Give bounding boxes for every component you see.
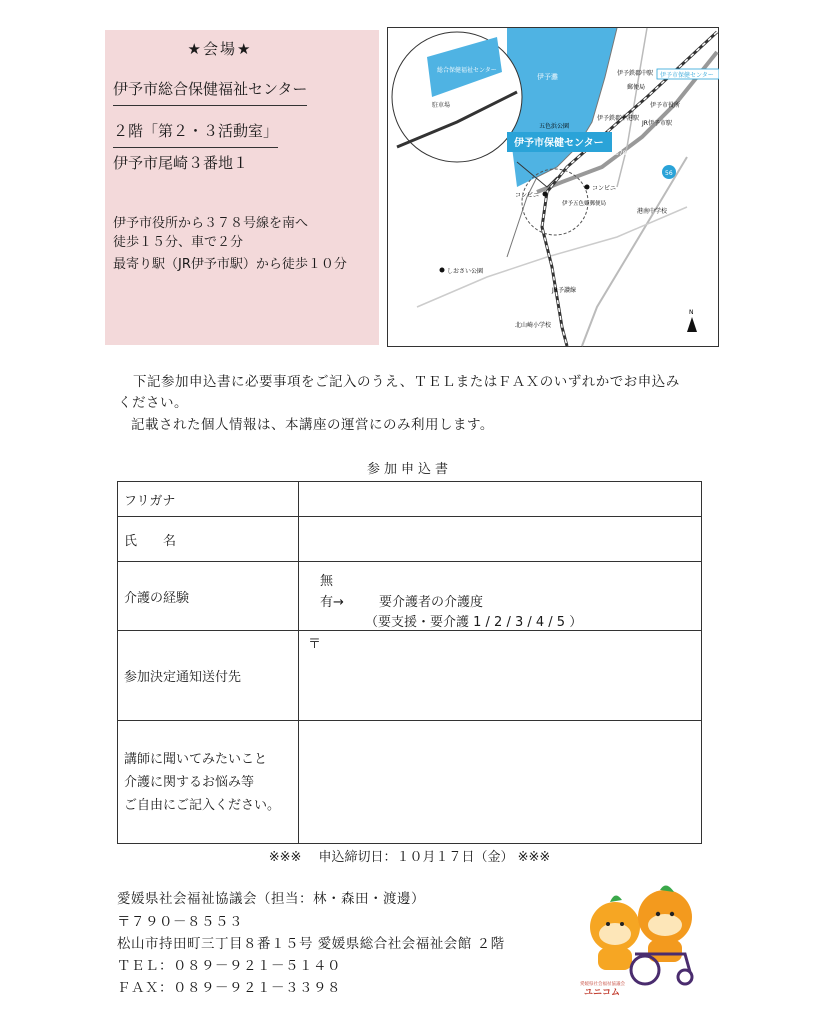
label-conv-2: コンビニ: [592, 185, 617, 192]
contact-address: 松山市持田町三丁目８番１５号 愛媛県総合社会福祉会館 ２階: [117, 936, 505, 952]
care-level-options[interactable]: （要支援・要介護 1 / 2 / 3 / 4 / 5 ）: [365, 615, 583, 630]
notify-address-label: 参加決定通知送付先: [118, 631, 299, 721]
venue-heading: ★会場★: [187, 40, 253, 58]
form-row-questions: [118, 721, 702, 844]
label-route-378: 378: [615, 150, 627, 157]
form-row-name: [118, 517, 702, 562]
inset-building-label: 総合保健福祉センター: [437, 67, 497, 74]
care-experience-label: 介護の経験: [118, 562, 299, 631]
label-jr-line: JR予讃線: [552, 287, 576, 294]
questions-label: [118, 721, 299, 844]
label-kitayamazaki: 北山崎小学校: [515, 322, 552, 329]
label-station-top: 伊予鉄郡中駅: [617, 70, 654, 77]
form-title: 参加申込書: [366, 462, 452, 477]
label-center-small: 伊予市保健センター: [660, 72, 714, 79]
intro-line-3: 記載された個人情報は、本講座の運営にのみ利用します。: [131, 417, 494, 433]
venue-info-box: [105, 30, 379, 345]
callout-label: 伊予市保健センター: [514, 138, 604, 149]
label-jr-iyoshi: JR伊予市駅: [642, 120, 672, 127]
sea-label: 伊予灘: [537, 73, 558, 81]
venue-map: [387, 27, 719, 347]
label-route-56: 56: [665, 170, 673, 177]
label-konan: 港南中学校: [637, 208, 668, 215]
name-field[interactable]: [299, 517, 702, 562]
questions-label-line-1: 講師に聞いてみたいこと: [124, 751, 268, 767]
intro-line-2: ください。: [118, 395, 188, 411]
form-row-address: [118, 631, 702, 721]
questions-label-line-2: 介護に関するお悩み等: [124, 774, 255, 790]
venue-access-2: 徒歩１５分、車で２分: [113, 235, 244, 250]
label-postoffice-1: 郵便局: [627, 84, 646, 91]
inset-parking-label: 駐車場: [432, 102, 451, 109]
label-city-hall: 伊予市役所: [650, 102, 681, 109]
label-gunchu-port: 伊予鉄郡中港駅: [597, 115, 640, 122]
furigana-field[interactable]: [299, 482, 702, 517]
care-experience-field[interactable]: [299, 562, 702, 631]
form-row-furigana: [118, 482, 702, 517]
venue-name: 伊予市総合保健福祉センター: [113, 78, 307, 106]
contact-org: 愛媛県社会福祉協議会（担当：林・森田・渡邊）: [117, 891, 425, 907]
venue-room: ２階「第２・３活動室」: [113, 120, 278, 148]
contact-postal: 〒７９０－８５５３: [117, 914, 243, 930]
form-row-care: [118, 562, 702, 631]
contact-fax: ＦＡＸ：０８９－９２１－３３９８: [117, 980, 341, 996]
furigana-label: フリガナ: [118, 482, 299, 517]
postal-mark: 〒: [308, 637, 322, 652]
venue-access-1: 伊予市役所から３７８号線を南へ: [113, 216, 309, 231]
venue-address: 伊予市尾崎３番地１: [113, 154, 249, 172]
label-postoffice-2: 伊予五色姫郵便局: [562, 201, 607, 207]
venue-access-3: 最寄り駅（JR伊予市駅）から徒歩１０分: [113, 257, 347, 272]
north-label: N: [689, 309, 694, 316]
care-none-option[interactable]: 無: [320, 574, 334, 589]
mascot-caption: ユニコム: [584, 988, 621, 997]
care-yes-option[interactable]: 有→: [320, 595, 344, 610]
name-label: 氏 名: [118, 517, 299, 562]
leaf-icon: [610, 895, 622, 902]
mascot-illustration: [580, 882, 710, 997]
wheelchair-icon: [631, 956, 659, 984]
label-shiosai: しおさい公園: [447, 268, 484, 275]
questions-field[interactable]: [299, 721, 702, 844]
intro-line-1: 下記参加申込書に必要事項をご記入のうえ、ＴＥＬまたはＦＡＸのいずれかでお申込み: [133, 374, 680, 390]
application-form: [117, 481, 702, 844]
questions-label-line-3: ご自由にご記入ください。: [124, 797, 281, 813]
deadline: ※※※ 申込締切日：１０月１７日（金） ※※※: [268, 850, 551, 865]
notify-address-field[interactable]: [299, 631, 702, 721]
contact-tel: ＴＥＬ：０８９－９２１－５１４０: [117, 958, 341, 974]
label-conv-1: コンビニ: [515, 192, 540, 199]
label-goshiki: 五色浜公園: [539, 123, 570, 130]
care-level-label: 要介護者の介護度: [379, 595, 484, 610]
mascot-subcaption: 愛媛県社会福祉協議会: [580, 982, 625, 987]
